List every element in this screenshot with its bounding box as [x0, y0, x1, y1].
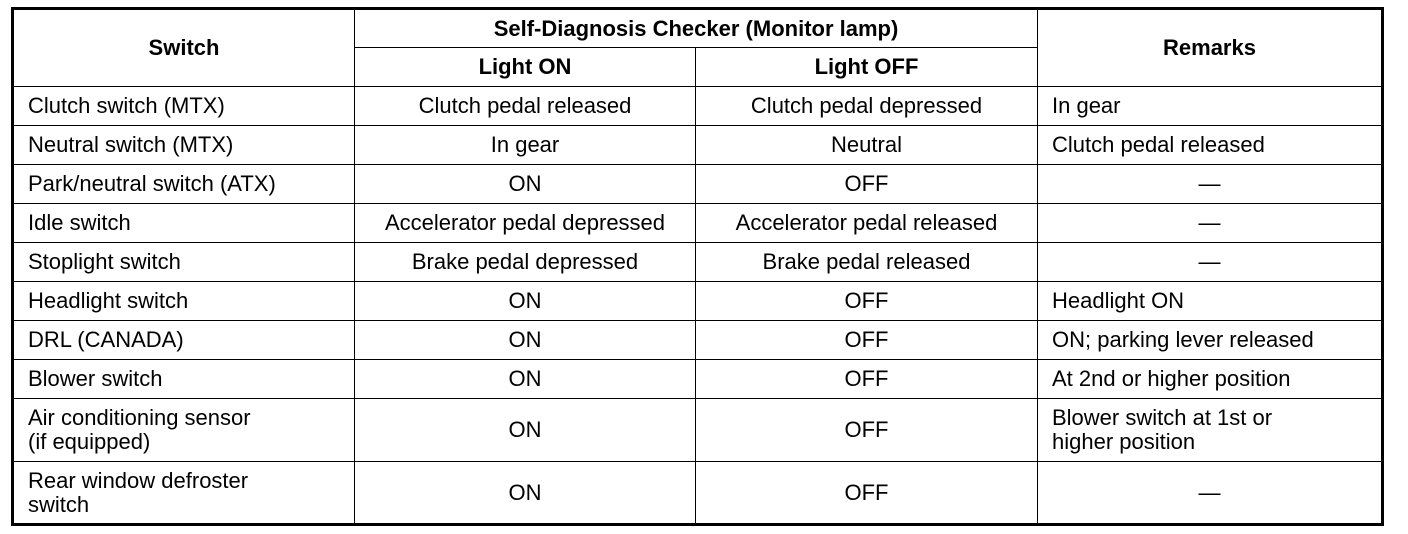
table-row: [13, 126, 1383, 165]
cell-line: Headlight ON: [1052, 288, 1185, 313]
cell-line: Blower switch: [28, 366, 163, 391]
cell-line: Clutch switch (MTX): [28, 93, 225, 118]
cell-line: Neutral switch (MTX): [28, 132, 234, 157]
header-remarks: Remarks: [1038, 9, 1383, 87]
table-row: [13, 321, 1383, 360]
cell-line: Clutch pedal released: [1052, 132, 1265, 157]
cell-light-off: Accelerator pedal released: [696, 204, 1038, 243]
cell-line: At 2nd or higher position: [1052, 366, 1291, 391]
cell-remarks: [1038, 87, 1383, 126]
cell-line: —: [1198, 479, 1221, 505]
cell-line: Rear window defroster: [28, 467, 249, 493]
table-row: [13, 165, 1383, 204]
cell-switch: [13, 126, 355, 165]
cell-switch: [13, 462, 355, 525]
cell-remarks: [1038, 360, 1383, 399]
cell-light-off: OFF: [696, 321, 1038, 360]
cell-light-off: Neutral: [696, 126, 1038, 165]
table-row: [13, 87, 1383, 126]
cell-light-off: Clutch pedal depressed: [696, 87, 1038, 126]
cell-light-off: OFF: [696, 360, 1038, 399]
header-switch: Switch: [13, 9, 355, 87]
table-row: [13, 462, 1383, 525]
cell-line: Park/neutral switch (ATX): [28, 171, 276, 196]
cell-light-off: OFF: [696, 165, 1038, 204]
cell-light-off: OFF: [696, 399, 1038, 462]
cell-remarks: [1038, 399, 1383, 462]
cell-light-on: ON: [355, 282, 696, 321]
header-row-top: [13, 9, 1383, 48]
cell-switch: [13, 204, 355, 243]
cell-light-on: Accelerator pedal depressed: [355, 204, 696, 243]
cell-remarks: [1038, 126, 1383, 165]
cell-line: —: [1198, 210, 1221, 235]
cell-light-on: Brake pedal depressed: [355, 243, 696, 282]
cell-line: (if equipped): [28, 429, 151, 454]
cell-remarks: [1038, 321, 1383, 360]
cell-remarks: [1038, 243, 1383, 282]
self-diagnosis-table: [11, 7, 1384, 526]
cell-line: switch: [28, 491, 90, 517]
cell-switch: [13, 360, 355, 399]
cell-remarks: [1038, 282, 1383, 321]
header-light-on: Light ON: [355, 48, 696, 87]
cell-switch: [13, 282, 355, 321]
cell-line: Blower switch at 1st or: [1052, 405, 1273, 430]
cell-remarks: [1038, 165, 1383, 204]
cell-switch: [13, 87, 355, 126]
cell-light-on: ON: [355, 165, 696, 204]
cell-light-on: ON: [355, 462, 696, 525]
cell-light-on: ON: [355, 399, 696, 462]
cell-switch: [13, 321, 355, 360]
header-checker-group: Self-Diagnosis Checker (Monitor lamp): [355, 9, 1038, 48]
cell-light-on: In gear: [355, 126, 696, 165]
cell-switch: [13, 243, 355, 282]
cell-line: DRL (CANADA): [28, 327, 184, 352]
table-body: [13, 87, 1383, 525]
table-row: [13, 282, 1383, 321]
cell-remarks: [1038, 462, 1383, 525]
table-row: [13, 243, 1383, 282]
cell-light-on: ON: [355, 360, 696, 399]
cell-line: ON; parking lever released: [1052, 327, 1314, 352]
table-row: [13, 399, 1383, 462]
cell-line: Headlight switch: [28, 288, 189, 313]
cell-line: Idle switch: [28, 210, 131, 235]
cell-line: —: [1198, 171, 1221, 196]
cell-light-off: OFF: [696, 282, 1038, 321]
cell-light-off: OFF: [696, 462, 1038, 525]
cell-line: In gear: [1052, 93, 1121, 118]
cell-remarks: [1038, 204, 1383, 243]
cell-line: higher position: [1052, 429, 1196, 454]
header-light-off: Light OFF: [696, 48, 1038, 87]
cell-light-off: Brake pedal released: [696, 243, 1038, 282]
table-row: [13, 360, 1383, 399]
cell-light-on: Clutch pedal released: [355, 87, 696, 126]
cell-switch: [13, 165, 355, 204]
cell-switch: [13, 399, 355, 462]
cell-line: Stoplight switch: [28, 249, 181, 274]
table-row: [13, 204, 1383, 243]
cell-line: Air conditioning sensor: [28, 405, 251, 430]
cell-line: —: [1198, 249, 1221, 274]
cell-light-on: ON: [355, 321, 696, 360]
